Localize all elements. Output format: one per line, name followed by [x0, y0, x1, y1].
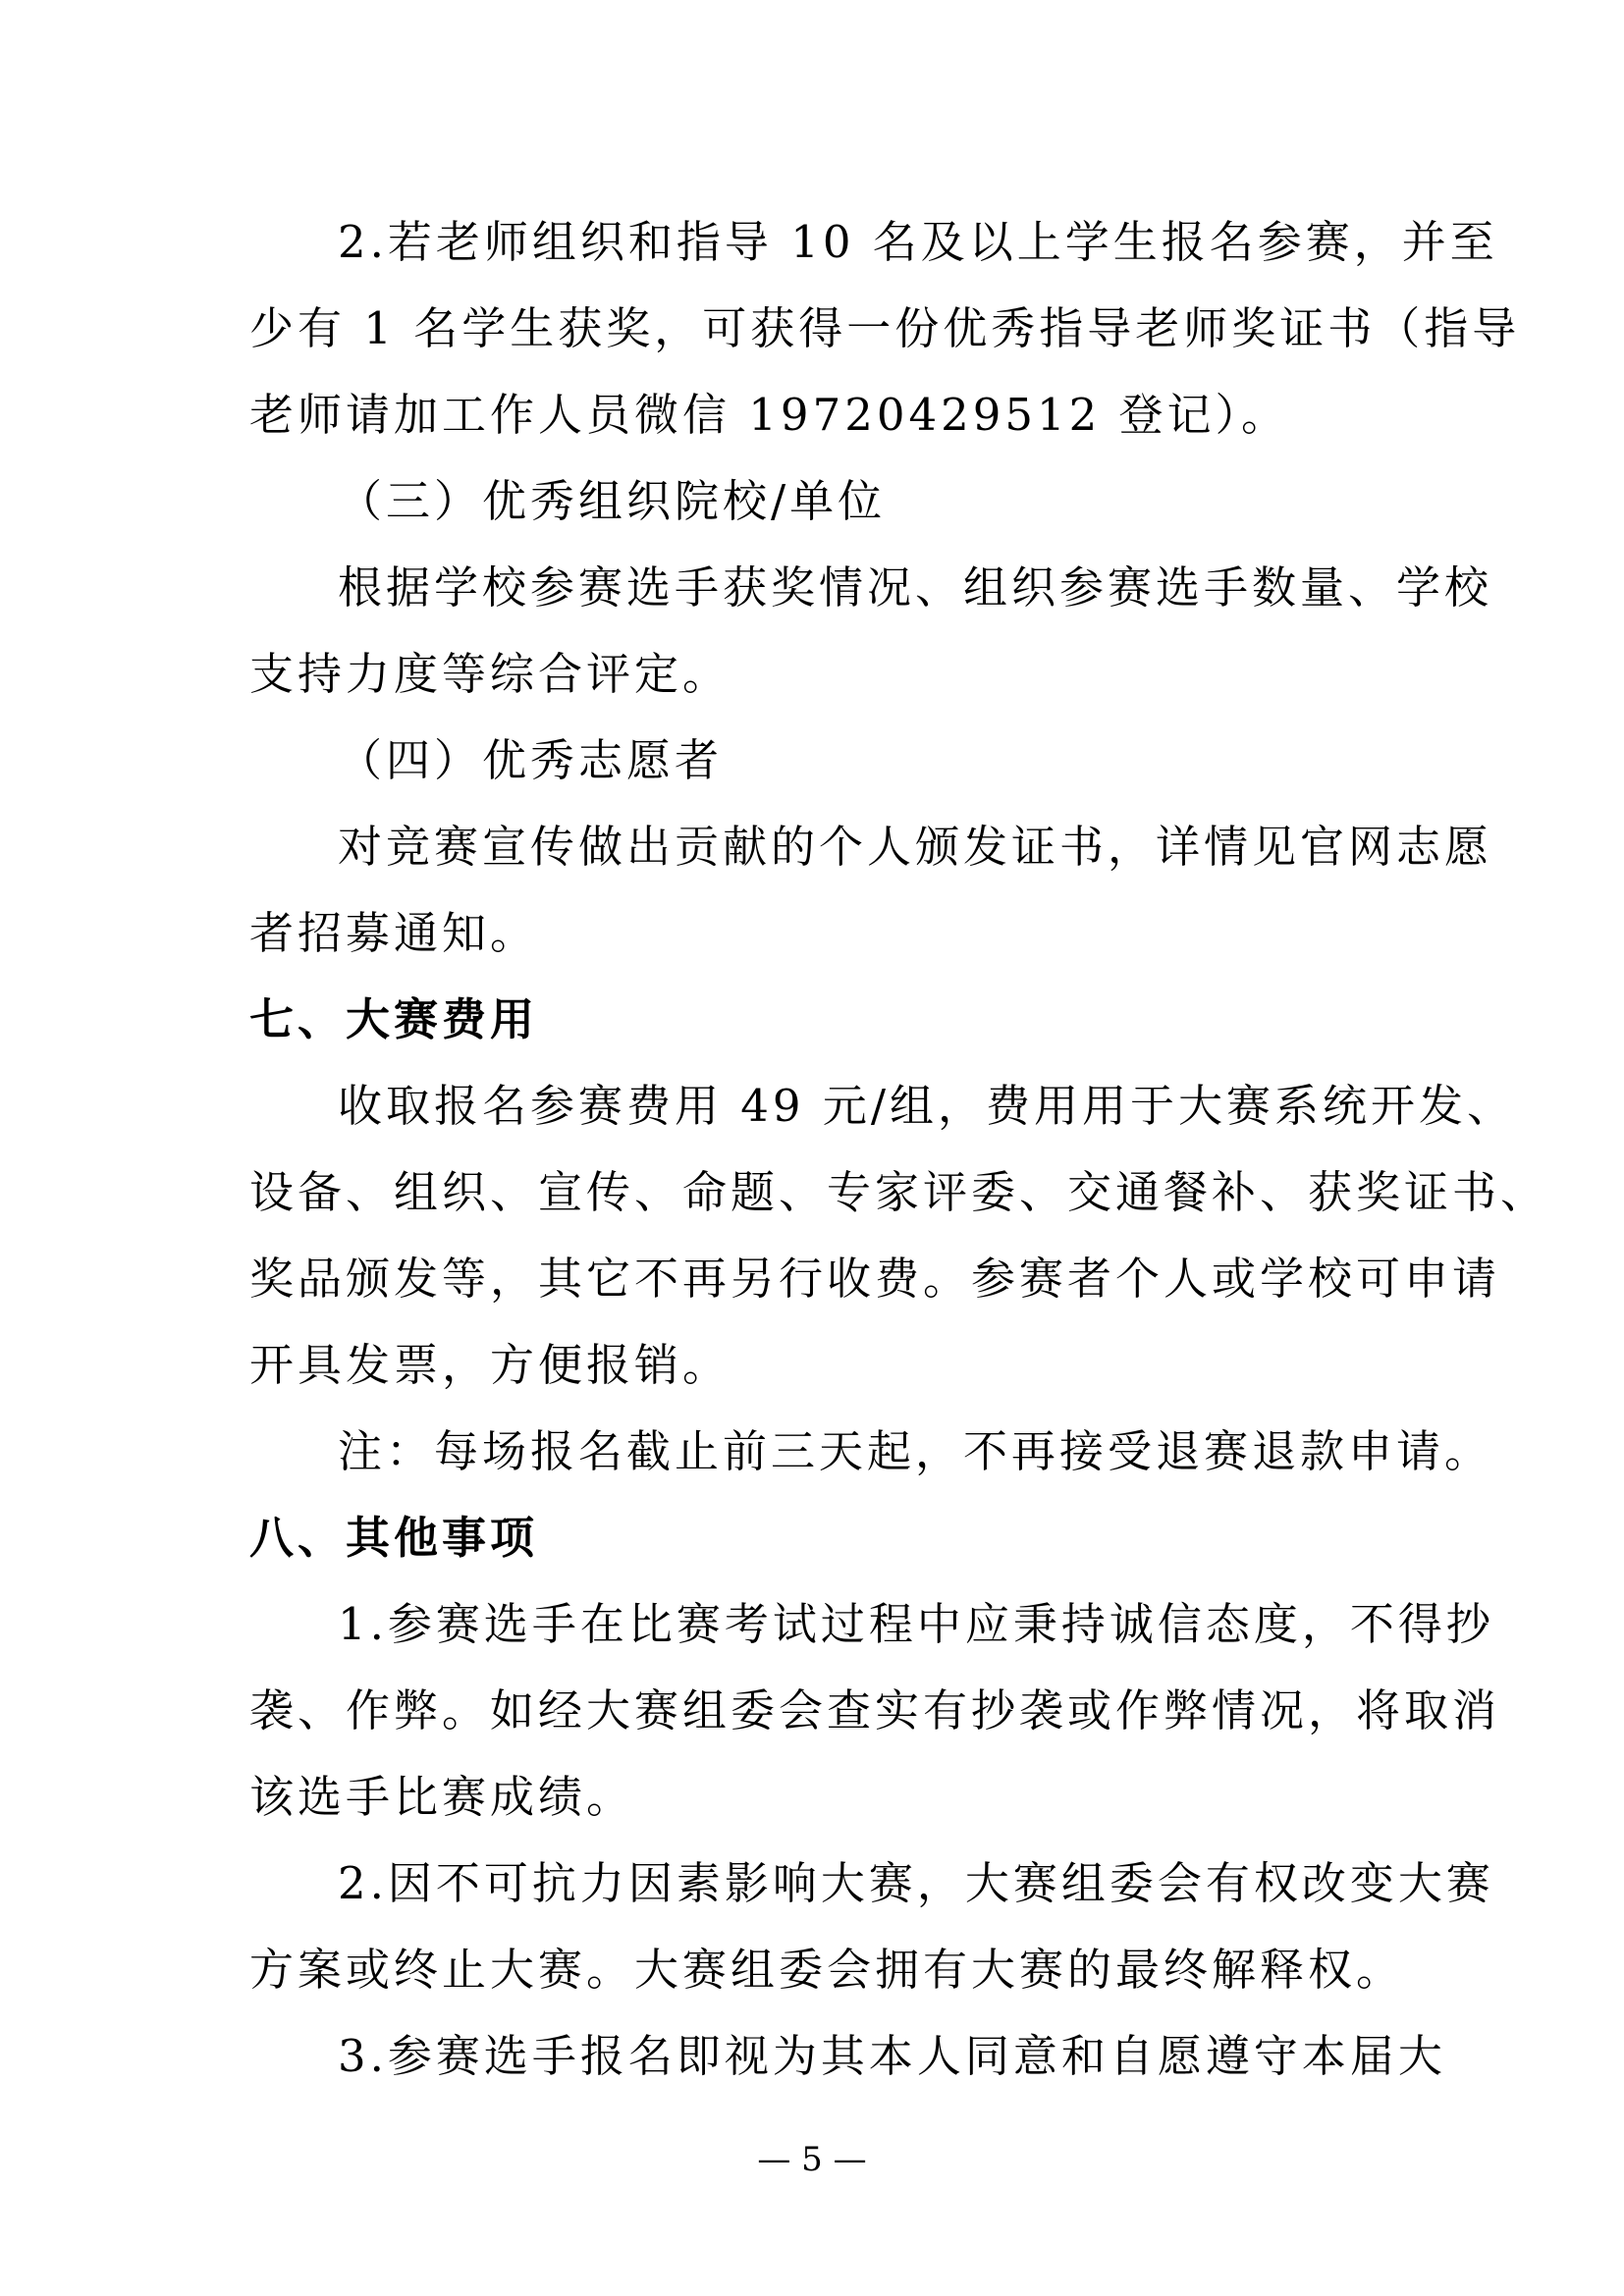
- note-line: 注：每场报名截止前三天起，不再接受退赛退款申请。: [338, 1425, 1493, 1477]
- paragraph-line: 设备、组织、宣传、命题、专家评委、交通餐补、获奖证书、: [249, 1166, 1549, 1218]
- page-number: — 5 —: [757, 2140, 867, 2179]
- paragraph-line: 收取报名参赛费用 49 元/组，费用用于大赛系统开发、: [338, 1080, 1516, 1132]
- section-heading: 七、大赛费用: [249, 993, 539, 1045]
- paragraph-line: 对竞赛宣传做出贡献的个人颁发证书，详情见官网志愿: [338, 821, 1493, 873]
- paragraph-line: 3.参赛选手报名即视为其本人同意和自愿遵守本届大: [338, 2030, 1446, 2082]
- paragraph-line: 支持力度等综合评定。: [249, 648, 731, 700]
- paragraph-line: 奖品颁发等，其它不再另行收费。参赛者个人或学校可申请: [249, 1253, 1501, 1305]
- subsection-heading: （四）优秀志愿者: [338, 734, 724, 786]
- paragraph-line: 少有 1 名学生获奖，可获得一份优秀指导老师奖证书（指导: [249, 302, 1521, 354]
- section-heading: 八、其他事项: [249, 1512, 539, 1564]
- paragraph-line: 方案或终止大赛。大赛组委会拥有大赛的最终解释权。: [249, 1944, 1405, 1996]
- paragraph-line: 1.参赛选手在比赛考试过程中应秉持诚信态度，不得抄: [338, 1598, 1494, 1650]
- paragraph-line: 者招募通知。: [249, 907, 539, 959]
- paragraph-line: 袭、作弊。如经大赛组委会查实有抄袭或作弊情况，将取消: [249, 1684, 1501, 1736]
- subsection-heading: （三）优秀组织院校/单位: [338, 475, 887, 527]
- paragraph-line: 开具发票，方便报销。: [249, 1339, 731, 1391]
- paragraph-line: 2.若老师组织和指导 10 名及以上学生报名参赛，并至: [338, 216, 1498, 268]
- paragraph-line: 根据学校参赛选手获奖情况、组织参赛选手数量、学校: [338, 561, 1493, 614]
- paragraph-line: 该选手比赛成绩。: [249, 1771, 635, 1823]
- paragraph-line: 2.因不可抗力因素影响大赛，大赛组委会有权改变大赛: [338, 1857, 1494, 1909]
- paragraph-line: 老师请加工作人员微信 19720429512 登记）。: [249, 389, 1290, 441]
